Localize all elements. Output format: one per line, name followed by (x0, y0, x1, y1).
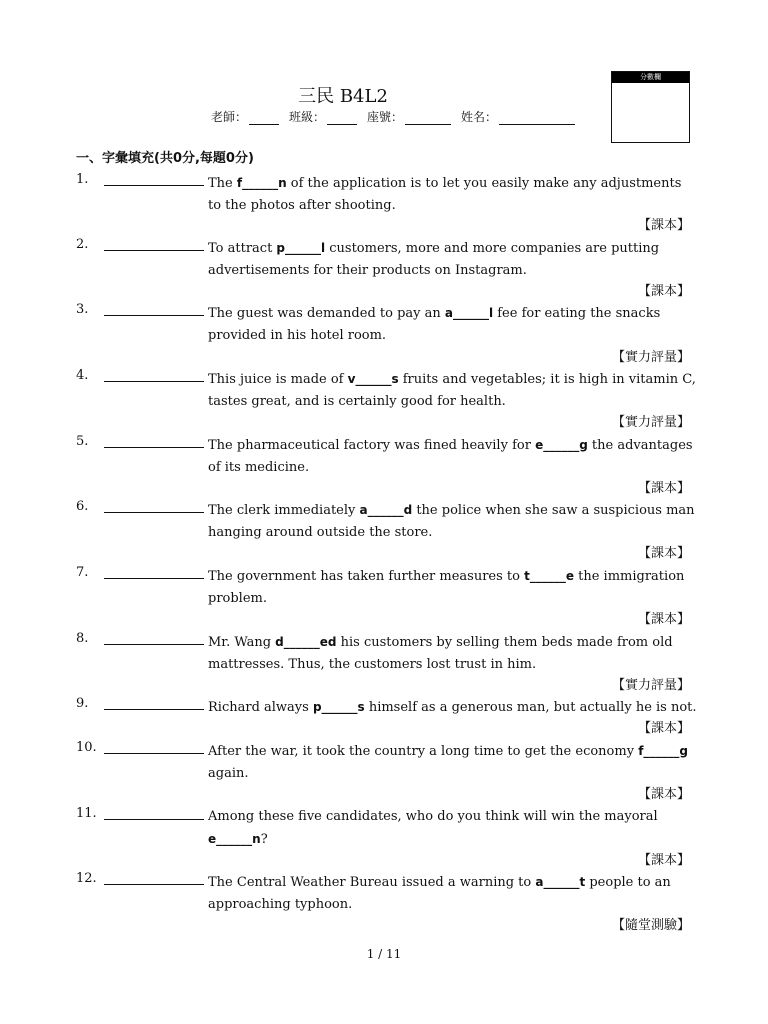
answer-blank[interactable] (104, 709, 204, 710)
answer-blank[interactable] (104, 512, 204, 513)
question-text-pre: The clerk immediately (208, 503, 360, 518)
answer-blank[interactable] (104, 753, 204, 754)
question-hint-word: f______n (236, 176, 287, 190)
question-number: 6. (76, 499, 89, 514)
question-text-post: his customers by selling them beds made from old mattresses. Thus, the customers lost trust in him. (208, 635, 673, 672)
question-text-post: people to an approaching typhoon. (208, 875, 671, 912)
question-number: 12. (76, 871, 97, 886)
question-text-pre: After the war, it took the country a long time to get the economy (208, 744, 639, 759)
question-text-pre: To attract (208, 241, 277, 256)
question-number: 10. (76, 740, 97, 755)
question-source-tag: 【課本】 (637, 853, 690, 868)
question-text (208, 565, 698, 610)
section-title: 一、字彙填充(共0分,每題0分) (76, 151, 254, 166)
question-text-post: ? (260, 832, 268, 847)
question-text-post: again. (208, 766, 249, 781)
answer-blank[interactable] (104, 315, 204, 316)
question-number: 1. (76, 172, 89, 187)
page-title: 三民 B4L2 (298, 86, 388, 107)
question-hint-word: p______s (312, 700, 365, 714)
question-source-tag: 【實力評量】 (611, 678, 690, 693)
answer-blank[interactable] (104, 884, 204, 885)
teacher-label: 老師： (211, 110, 248, 124)
score-box (611, 71, 690, 143)
question-text (208, 631, 698, 676)
answer-blank[interactable] (104, 578, 204, 579)
question-number: 8. (76, 631, 89, 646)
question-text-post: the police when she saw a suspicious man hanging around outside the store. (208, 503, 695, 540)
question-text-post: himself as a generous man, but actually he is not. (364, 700, 697, 715)
question-hint-word: e______n (208, 832, 261, 846)
question-text (208, 172, 698, 217)
question-text-post: customers, more and more companies are putting advertisements for their products on Instagram. (208, 241, 660, 278)
question-number: 11. (76, 806, 97, 821)
question-text-pre: The (208, 176, 237, 191)
question-source-tag: 【實力評量】 (611, 415, 690, 430)
answer-blank[interactable] (104, 185, 204, 186)
question-text-pre: The government has taken further measures to (208, 569, 525, 584)
question-number: 5. (76, 434, 89, 449)
question-text-post: fruits and vegetables; it is high in vitamin C, tastes great, and is certainly good for health. (208, 372, 696, 409)
question-text-pre: The guest was demanded to pay an (208, 306, 445, 321)
name-label: 姓名： (461, 110, 498, 124)
answer-blank[interactable] (104, 381, 204, 382)
question-text-post: the immigration problem. (208, 569, 685, 606)
question-text-pre: The pharmaceutical factory was fined heavily for (208, 438, 536, 453)
question-hint-word: p______l (276, 241, 326, 255)
question-hint-word: e______g (535, 438, 588, 452)
question-text-pre: Richard always (208, 700, 313, 715)
question-source-tag: 【課本】 (637, 721, 690, 736)
score-box-label: 分數欄 (612, 72, 689, 83)
question-text-pre: Mr. Wang (208, 635, 276, 650)
question-source-tag: 【課本】 (637, 218, 690, 233)
question-source-tag: 【隨堂測驗】 (611, 918, 690, 933)
question-text-post: fee for eating the snacks provided in his hotel room. (208, 306, 661, 343)
answer-blank[interactable] (104, 250, 204, 251)
seat-field[interactable] (405, 112, 451, 125)
question-hint-word: f______g (638, 744, 688, 758)
page-number: 1 / 11 (366, 947, 402, 961)
question-text (208, 237, 698, 282)
question-number: 2. (76, 237, 89, 252)
question-text (208, 696, 698, 719)
class-field[interactable] (327, 112, 357, 125)
question-source-tag: 【課本】 (637, 612, 690, 627)
question-text (208, 499, 698, 544)
question-source-tag: 【課本】 (637, 787, 690, 802)
answer-blank[interactable] (104, 447, 204, 448)
question-hint-word: a______l (444, 306, 494, 320)
question-source-tag: 【實力評量】 (611, 350, 690, 365)
question-hint-word: t______e (524, 569, 574, 583)
question-text (208, 806, 698, 851)
question-text (208, 871, 698, 916)
teacher-field[interactable] (249, 112, 279, 125)
question-text (208, 302, 698, 347)
question-text (208, 434, 698, 479)
question-text-post: of the application is to let you easily make any adjustments to the photos after shooting. (208, 176, 682, 213)
question-text-post: the advantages of its medicine. (208, 438, 693, 475)
question-hint-word: v______s (347, 372, 399, 386)
question-hint-word: a______d (359, 503, 413, 517)
question-text (208, 368, 698, 413)
question-text-pre: Among these five candidates, who do you think will win the mayoral (208, 809, 658, 824)
answer-blank[interactable] (104, 644, 204, 645)
question-hint-word: a______t (535, 875, 586, 889)
student-info-line (211, 108, 585, 125)
question-text-pre: This juice is made of (208, 372, 348, 387)
question-source-tag: 【課本】 (637, 481, 690, 496)
question-hint-word: d______ed (275, 635, 337, 649)
question-text (208, 740, 698, 785)
question-number: 3. (76, 302, 89, 317)
question-number: 4. (76, 368, 89, 383)
answer-blank[interactable] (104, 819, 204, 820)
question-source-tag: 【課本】 (637, 546, 690, 561)
question-source-tag: 【課本】 (637, 284, 690, 299)
seat-label: 座號： (367, 110, 404, 124)
question-text-pre: The Central Weather Bureau issued a warning to (208, 875, 536, 890)
name-field[interactable] (499, 112, 575, 125)
class-label: 班級： (289, 110, 326, 124)
question-number: 7. (76, 565, 89, 580)
question-number: 9. (76, 696, 89, 711)
